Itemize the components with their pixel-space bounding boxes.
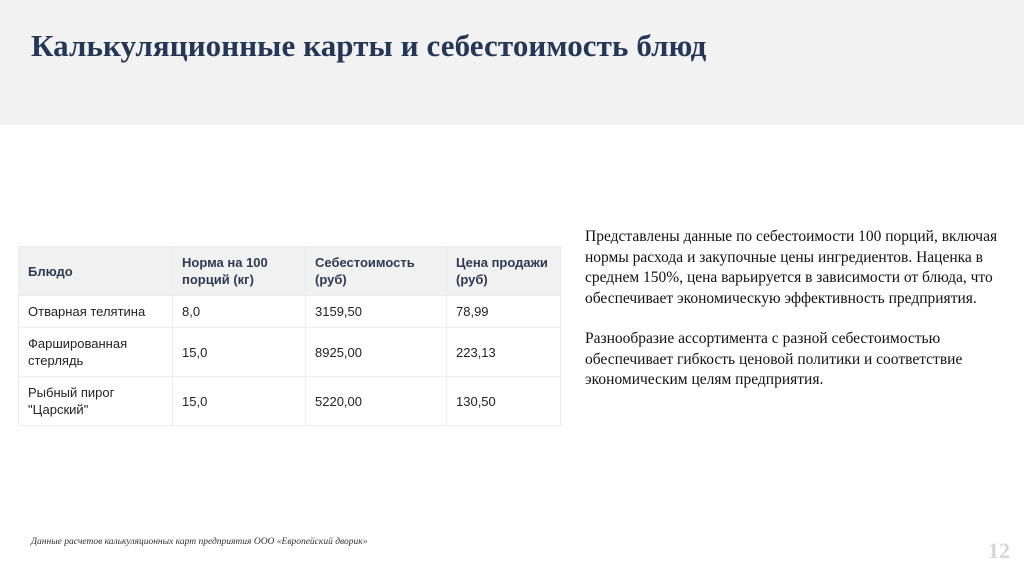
cell-norm: 15,0 [173, 377, 306, 426]
table-row [19, 296, 561, 328]
column-header-norm: Норма на 100 порций (кг) [173, 247, 306, 296]
cell-price: 130,50 [447, 377, 561, 426]
source-footnote: Данные расчетов калькуляционных карт предприятия ООО «Европейский дворик» [31, 537, 368, 547]
table-row [19, 377, 561, 426]
cell-cost: 5220,00 [306, 377, 447, 426]
cell-dish: Фаршированная стерлядь [19, 328, 173, 377]
cell-cost: 8925,00 [306, 328, 447, 377]
cell-cost: 3159,50 [306, 296, 447, 328]
cell-price: 223,13 [447, 328, 561, 377]
table-row [19, 328, 561, 377]
costing-table [18, 246, 561, 426]
column-header-dish: Блюдо [19, 247, 173, 296]
table-header-row [19, 247, 561, 296]
column-header-price: Цена продажи (руб) [447, 247, 561, 296]
cell-price: 78,99 [447, 296, 561, 328]
page-title: Калькуляционные карты и себестоимость блюд [31, 28, 707, 63]
paragraph-assortment: Разнообразие ассортимента с разной себестоимостью обеспечивает гибкость ценовой политики и соответствие экономическим целям предприятия. [585, 330, 963, 388]
cell-dish: Отварная телятина [19, 296, 173, 328]
cell-norm: 8,0 [173, 296, 306, 328]
cell-dish: Рыбный пирог "Царский" [19, 377, 173, 426]
page-number: 12 [988, 538, 1010, 563]
column-header-cost: Себестоимость (руб) [306, 247, 447, 296]
header-band [0, 0, 1024, 125]
cell-norm: 15,0 [173, 328, 306, 377]
paragraph-cost-summary: Представлены данные по себестоимости 100 порций, включая нормы расхода и закупочные цены ингредиентов. Наценка в среднем 150%, цена варьируется в зависимости от блюда, что обеспечивает экономическую эффективность предприятия. [585, 228, 998, 307]
description-text [585, 227, 1010, 411]
